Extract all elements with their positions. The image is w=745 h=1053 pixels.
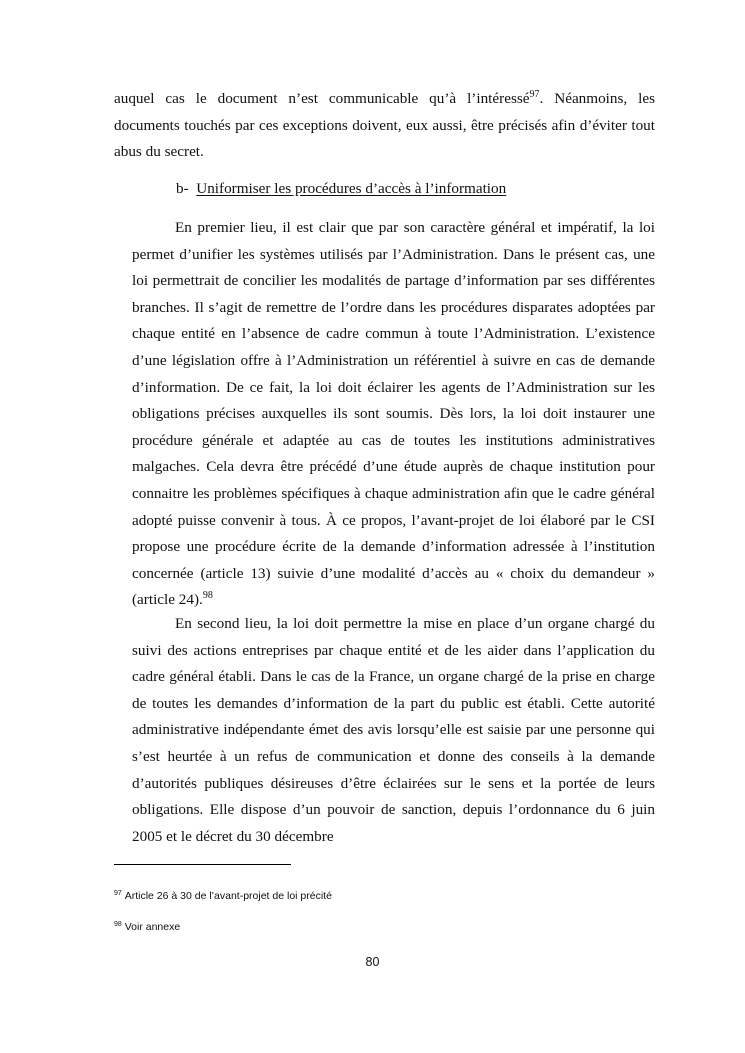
- paragraph-1-text: En premier lieu, il est clair que par son caractère général et impératif, la loi permet d’unifier les systèmes utilisés par l’Administration. Dans le présent cas, une loi permettrait de concilier les modalités de partage d’information par ses différentes branches. Il s’agit de remettre de l’ordre dans les procédures disparates adoptées par chaque entité en l’absence de cadre commun à toute l’Administration. L’existence d’une législation offre à l’Administration un référentiel à suivre en cas de demande d’information. De ce fait, la loi doit éclairer les agents de l’Administration sur les obligations précises auxquelles ils sont soumis. Dès lors, la loi doit instaurer une procédure générale et adaptée au cas de toutes les institutions administratives malgaches. Cela devra être précédé d’une étude auprès de chaque institution pour connaitre les problèmes spécifiques à chaque administration afin que le cadre général adopté puisse convenir à tous. À ce propos, l’avant-projet de loi élaboré par le CSI propose une procédure écrite de la demande d’information adressée à l’institution concernée (article 13) suivie d’une modalité d’accès au « choix du demandeur » (article 24).: [132, 219, 655, 609]
- footnote-97-number: 97: [114, 890, 122, 897]
- page-number: 80: [365, 955, 380, 969]
- footnote-ref-97[interactable]: 97: [529, 89, 540, 100]
- heading-prefix: b-: [176, 180, 189, 197]
- footnote-ref-98[interactable]: 98: [202, 590, 213, 602]
- footnote-98-text: Voir annexe: [124, 921, 181, 933]
- intro-paragraph: [114, 86, 655, 166]
- footnote-97-text: Article 26 à 30 de l’avant-projet de loi précité: [124, 890, 332, 902]
- section-heading: [176, 176, 506, 202]
- paragraph-1: [132, 215, 655, 614]
- footnote-98: [114, 921, 180, 933]
- paragraph-2-text: En second lieu, la loi doit permettre la mise en place d’un organe chargé du suivi des actions entreprises par chaque entité et de les aider dans l’application du cadre général établi. Dans le cas de la France, un organe chargé de la prise en charge de toutes les demandes d’information de la part du public est établi. Cette autorité administrative indépendante émet des avis lorsqu’elle est saisie par une personne qui s’est heurtée à un refus de communication et donne des conseils à la demande d’autorités publiques désireuses d’être éclairées sur le sens et la portée de leurs obligations. Elle dispose d’un pouvoir de sanction, depuis l’ordonnance du 6 juin 2005 et le décret du 30 décembre: [132, 615, 655, 845]
- paragraph-2: [132, 611, 655, 850]
- intro-text-b: . Néanmoins, les documents touchés par ces exceptions doivent, eux aussi, être précisés afin d’éviter tout abus du secret.: [114, 90, 655, 161]
- footnote-98-number: 98: [114, 921, 122, 928]
- intro-text-a: auquel cas le document n’est communicable qu’à l’intéressé: [114, 90, 530, 107]
- heading-title: Uniformiser les procédures d’accès à l’information: [196, 180, 507, 197]
- footnote-97: [114, 890, 332, 902]
- footnote-separator: [114, 864, 291, 865]
